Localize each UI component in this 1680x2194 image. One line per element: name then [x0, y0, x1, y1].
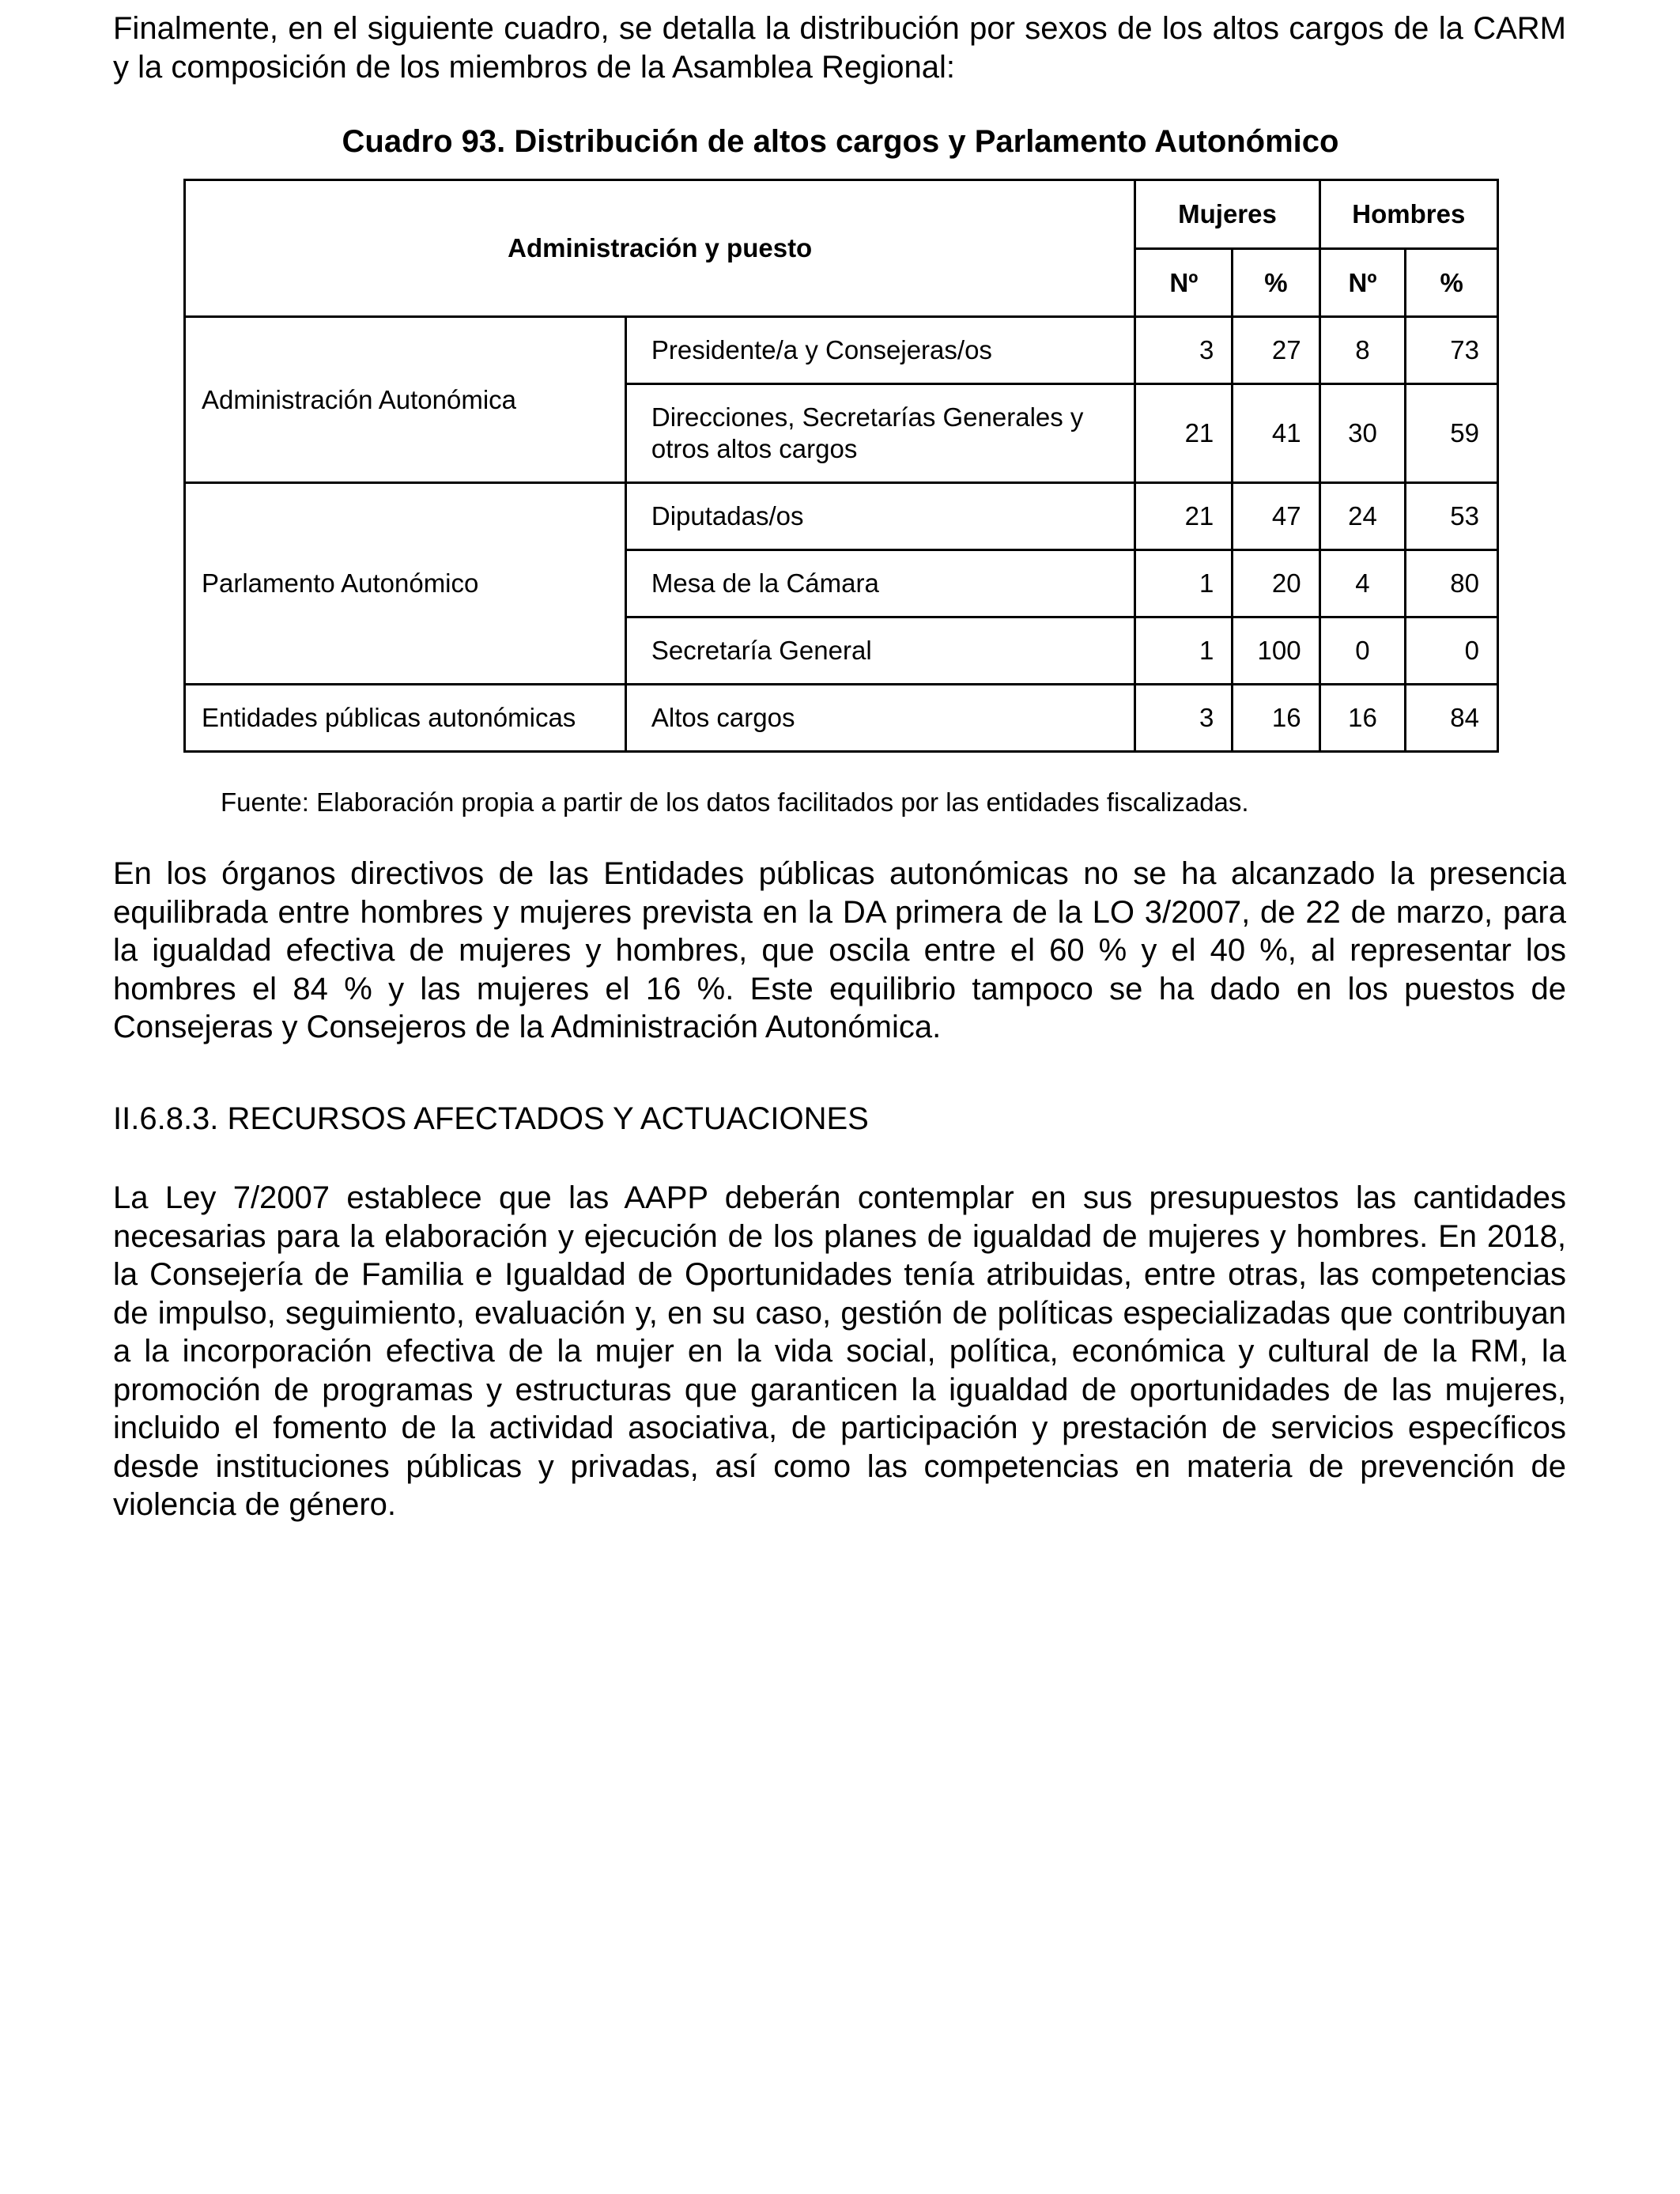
puesto-cell: Mesa de la Cámara: [625, 550, 1135, 617]
hombres-pct-cell: 84: [1406, 685, 1498, 752]
puesto-cell: Direcciones, Secretarías Generales y otros altos cargos: [625, 384, 1135, 483]
table-source-note: Fuente: Elaboración propia a partir de los datos facilitados por las entidades fiscalizadas.: [221, 787, 1249, 817]
header-mujeres-n: Nº: [1135, 249, 1233, 317]
presence-paragraph: En los órganos directivos de las Entidades públicas autonómicas no se ha alcanzado la presencia equilibrada entre hombres y mujeres prevista en la DA primera de la LO 3/2007, de 22 de marzo, para la igualdad efectiva de mujeres y hombres, que oscila entre el 60 % y el 40 %, al representar los hombres el 84 % y las mujeres el 16 %. Este equilibrio tampoco se ha dado en los puestos de Consejeras y Consejeros de la Administración Autonómica.: [113, 856, 1566, 1044]
table-row: [185, 685, 1498, 752]
mujeres-pct-cell: 27: [1233, 317, 1319, 384]
mujeres-n-cell: 3: [1135, 317, 1233, 384]
mujeres-pct-cell: 20: [1233, 550, 1319, 617]
table-header-row: [185, 180, 1498, 249]
hombres-pct-cell: 53: [1406, 483, 1498, 550]
mujeres-n-cell: 1: [1135, 617, 1233, 685]
header-admin-puesto: Administración y puesto: [185, 180, 1135, 317]
table-row: [185, 317, 1498, 384]
mujeres-n-cell: 21: [1135, 384, 1233, 483]
section-heading: II.6.8.3. RECURSOS AFECTADOS Y ACTUACIONES: [113, 1101, 869, 1136]
mujeres-pct-cell: 16: [1233, 685, 1319, 752]
puesto-cell: Diputadas/os: [625, 483, 1135, 550]
header-hombres-n: Nº: [1319, 249, 1406, 317]
table-row: [185, 483, 1498, 550]
admin-cell: Administración Autonómica: [185, 317, 626, 483]
header-hombres-pct: %: [1406, 249, 1498, 317]
header-hombres: Hombres: [1319, 180, 1497, 249]
hombres-pct-cell: 59: [1406, 384, 1498, 483]
mujeres-pct-cell: 100: [1233, 617, 1319, 685]
hombres-pct-cell: 73: [1406, 317, 1498, 384]
distribution-table: [183, 179, 1499, 753]
table-title: Cuadro 93. Distribución de altos cargos y Parlamento Autonómico: [342, 124, 1339, 159]
hombres-pct-cell: 0: [1406, 617, 1498, 685]
hombres-n-cell: 0: [1319, 617, 1406, 685]
hombres-n-cell: 4: [1319, 550, 1406, 617]
mujeres-pct-cell: 47: [1233, 483, 1319, 550]
mujeres-n-cell: 21: [1135, 483, 1233, 550]
header-mujeres-pct: %: [1233, 249, 1319, 317]
hombres-n-cell: 24: [1319, 483, 1406, 550]
hombres-n-cell: 16: [1319, 685, 1406, 752]
puesto-cell: Altos cargos: [625, 685, 1135, 752]
puesto-cell: Presidente/a y Consejeras/os: [625, 317, 1135, 384]
mujeres-n-cell: 3: [1135, 685, 1233, 752]
intro-paragraph: Finalmente, en el siguiente cuadro, se detalla la distribución por sexos de los altos cargos de la CARM y la composición de los miembros de la Asamblea Regional:: [113, 11, 1566, 85]
hombres-n-cell: 30: [1319, 384, 1406, 483]
hombres-pct-cell: 80: [1406, 550, 1498, 617]
header-mujeres: Mujeres: [1135, 180, 1319, 249]
hombres-n-cell: 8: [1319, 317, 1406, 384]
puesto-cell: Secretaría General: [625, 617, 1135, 685]
admin-cell: Entidades públicas autonómicas: [185, 685, 626, 752]
ley-paragraph: La Ley 7/2007 establece que las AAPP deberán contemplar en sus presupuestos las cantidades necesarias para la elaboración y ejecución de los planes de igualdad de mujeres y hombres. En 2018, la Consejería de Familia e Igualdad de Oportunidades tenía atribuidas, entre otras, las competencias de impulso, seguimiento, evaluación y, en su caso, gestión de políticas especializadas que contribuyan a la incorporación efectiva de la mujer en la vida social, política, económica y cultural de la RM, la promoción de programas y estructuras que garanticen la igualdad de oportunidades de las mujeres, incluido el fomento de la actividad asociativa, de participación y prestación de servicios específicos desde instituciones públicas y privadas, así como las competencias en materia de prevención de violencia de género.: [113, 1180, 1566, 1522]
mujeres-pct-cell: 41: [1233, 384, 1319, 483]
admin-cell: Parlamento Autonómico: [185, 483, 626, 685]
mujeres-n-cell: 1: [1135, 550, 1233, 617]
